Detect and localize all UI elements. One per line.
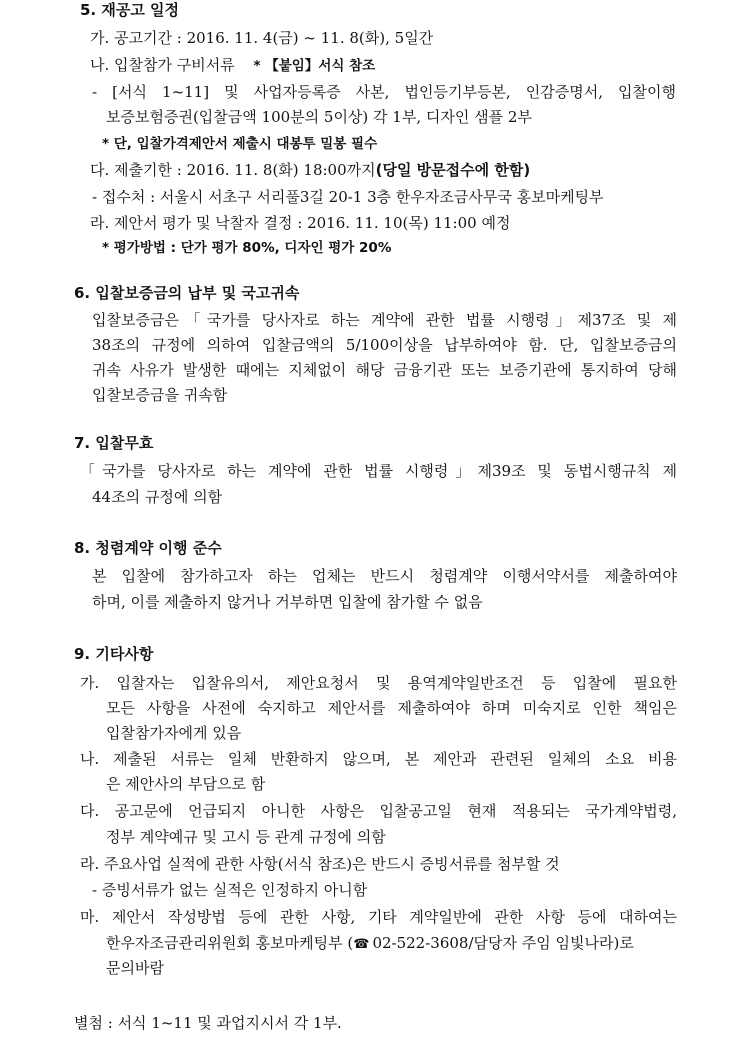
s8-line-1: 본 입찰에 참가하고자 하는 업체는 반드시 청렴계약 이행서약서를 제출하여야 bbox=[92, 567, 677, 585]
s5-item-na-note: * 【붙임】서식 참조 bbox=[253, 58, 376, 74]
s5-docs-line-1: - [서식 1~11] 및 사업자등록증 사본, 법인등기부등본, 인감증명서, 입찰이행 bbox=[92, 83, 676, 101]
s9-ma-line-3: 문의바람 bbox=[106, 959, 164, 977]
section-9-title: 9. 기타사항 bbox=[74, 645, 154, 663]
s9-ra-line-2: - 증빙서류가 없는 실적은 인정하지 아니함 bbox=[92, 881, 368, 899]
s5-item-da-label: 다. 제출기한 : 2016. 11. 8(화) 18:00까지 bbox=[90, 161, 376, 179]
s5-item-ga: 가. 공고기간 : 2016. 11. 4(금) ~ 11. 8(화), 5일간 bbox=[90, 29, 434, 47]
s5-docs-note: * 단, 입찰가격제안서 제출시 대봉투 밀봉 필수 bbox=[102, 136, 378, 152]
s9-ga-line-3: 입찰참가자에게 있음 bbox=[106, 724, 242, 742]
s6-line-3: 귀속 사유가 발생한 때에는 지체없이 해당 금융기관 또는 보증기관에 통지하여 당해 bbox=[92, 361, 677, 379]
section-7-title: 7. 입찰무효 bbox=[74, 434, 154, 452]
section-8-title: 8. 청렴계약 이행 준수 bbox=[74, 539, 222, 557]
s5-place: - 접수처 : 서울시 서초구 서리풀3길 20-1 3층 한우자조금사무국 홍보마케팅부 bbox=[92, 188, 604, 206]
s8-line-2: 하며, 이를 제출하지 않거나 거부하면 입찰에 참가할 수 없음 bbox=[92, 593, 483, 611]
s7-line-1: 「국가를 당사자로 하는 계약에 관한 법률 시행령」제39조 및 동법시행규칙 제 bbox=[80, 462, 677, 480]
phone-icon: ☎ bbox=[353, 937, 370, 952]
s9-ma-line-2 bbox=[106, 933, 634, 955]
s9-ga-line-1: 가. 입찰자는 입찰유의서, 제안요청서 및 용역계약일반조건 등 입찰에 필요한 bbox=[80, 674, 677, 692]
s5-item-na bbox=[90, 55, 375, 76]
s9-ma-contact-dept: 한우자조금관리위원회 홍보마케팅부 ( bbox=[106, 934, 354, 952]
s5-item-na-label: 나. 입찰참가 구비서류 bbox=[90, 56, 235, 74]
s9-da-line-1: 다. 공고문에 언급되지 아니한 사항은 입찰공고일 현재 적용되는 국가계약법령, bbox=[80, 802, 677, 820]
s6-line-2: 38조의 규정에 의하여 입찰금액의 5/100이상을 납부하여야 함. 단, 입찰보증금의 bbox=[92, 336, 677, 354]
s9-ma-contact-number: 02-522-3608/담당자 주임 임빛나라)로 bbox=[372, 934, 634, 952]
attachment-note: 별첨 : 서식 1~11 및 과업지시서 각 1부. bbox=[74, 1014, 342, 1032]
s7-line-2: 44조의 규정에 의함 bbox=[92, 488, 223, 506]
s6-line-1: 입찰보증금은「국가를 당사자로 하는 계약에 관한 법률 시행령」제37조 및 제 bbox=[92, 311, 677, 329]
s5-item-ra: 라. 제안서 평가 및 낙찰자 결정 : 2016. 11. 10(목) 11:00 예정 bbox=[90, 214, 511, 232]
s5-docs-line-2: 보증보험증권(입찰금액 100분의 5이상) 각 1부, 디자인 샘플 2부 bbox=[106, 108, 532, 126]
s9-ga-line-2: 모든 사항을 사전에 숙지하고 제안서를 제출하여야 하며 미숙지로 인한 책임은 bbox=[106, 699, 677, 717]
s5-item-da bbox=[90, 160, 530, 180]
s9-na-line-2: 은 제안사의 부담으로 함 bbox=[106, 775, 266, 793]
s9-ra-line-1: 라. 주요사업 실적에 관한 사항(서식 참조)은 반드시 증빙서류를 첨부할 것 bbox=[80, 855, 560, 873]
s9-ma-line-1: 마. 제안서 작성방법 등에 관한 사항, 기타 계약일반에 관한 사항 등에 대하여는 bbox=[80, 908, 677, 926]
section-5-title: 5. 재공고 일정 bbox=[80, 1, 180, 19]
section-6-title: 6. 입찰보증금의 납부 및 국고귀속 bbox=[74, 284, 300, 302]
s9-na-line-1: 나. 제출된 서류는 일체 반환하지 않으며, 본 제안과 관련된 일체의 소요 비용 bbox=[80, 750, 677, 768]
s6-line-4: 입찰보증금을 귀속함 bbox=[92, 386, 228, 404]
s5-item-da-bold: (당일 방문접수에 한함) bbox=[375, 161, 531, 179]
s9-da-line-2: 정부 계약예규 및 고시 등 관계 규정에 의함 bbox=[106, 828, 386, 846]
s5-ra-note: * 평가방법 : 단가 평가 80%, 디자인 평가 20% bbox=[102, 240, 392, 256]
